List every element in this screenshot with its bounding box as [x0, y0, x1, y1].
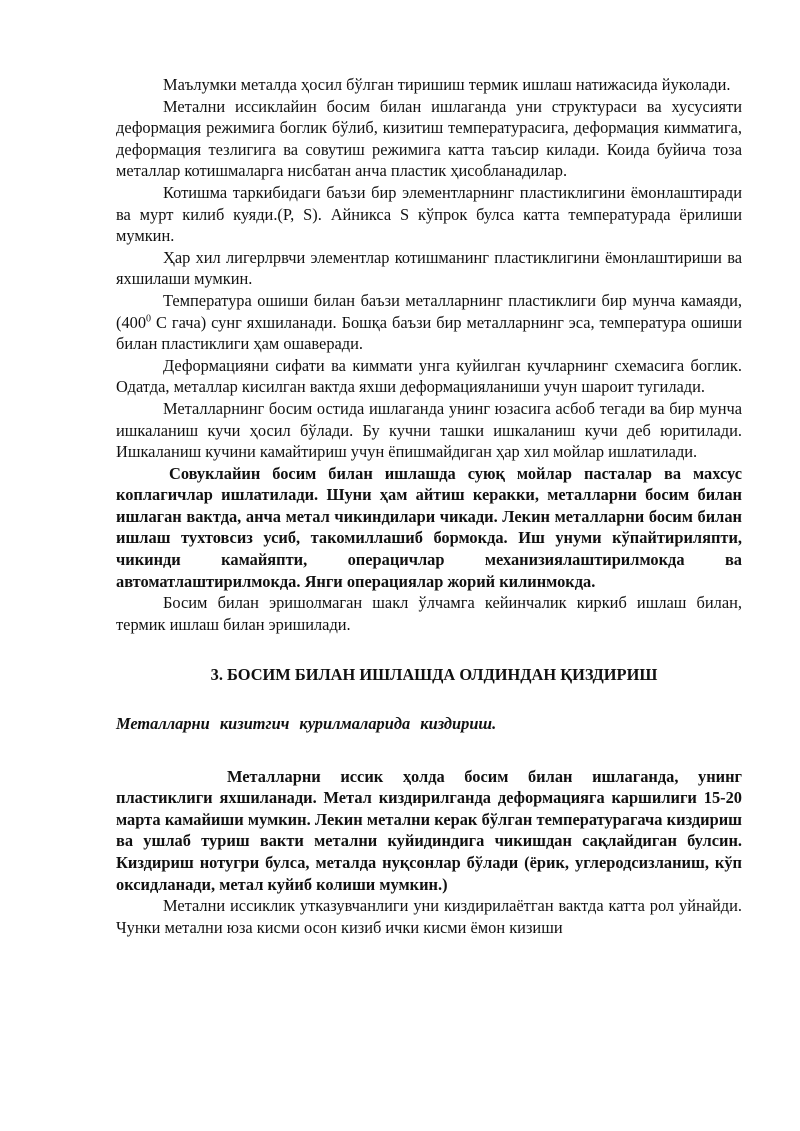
- paragraph-9: Босим билан эришолмаган шакл ўлчамга кейинчалик киркиб ишлаш билан, термик ишлаш билан эришилади.: [116, 593, 742, 634]
- paragraph-7: Металларнинг босим остида ишлаганда унинг юзасига асбоб тегади ва бир мунча ишкаланиш кучи ҳосил бўлади. Бу кучни ташки ишкаланиш кучи деб юритилади. Ишкаланиш кучини камайтириш учун ёпишмайдиган ҳар хил мойлар ишлатилади.: [116, 398, 742, 462]
- paragraph-4: Ҳар хил лигерлрвчи элементлар котишманинг пластиклигини ёмонлаштириши ва яхшилаши мумкин.: [116, 247, 742, 289]
- paragraph-8-bold: Совуклайин босим билан ишлашда суюқ мойлар пасталар ва махсус коплагичлар ишлатилади. Шуни ҳам айтиш керакки, металларни босим билан ишлаган вактда, анча метал чикиндилари чикади. Лекин металларни босим билан ишлаш тухтовсиз усиб, такомиллашиб бормокда. Иш унуми кўпайтириляпти, чикинди камайяпти, операцичлар механизиялаштирилмокда ва автоматлаштирилмокда. Янги операциялар жорий килинмокда.: [116, 463, 742, 591]
- paragraph-6: Деформацияни сифати ва киммати унга куйилган кучларнинг схемасига боглик. Одатда, металлар кисилган вактда яхши деформацияланиши учун шароит тугилади.: [116, 355, 742, 397]
- document-page: [116, 74, 742, 938]
- degree-superscript: 0: [146, 313, 152, 325]
- section-subheading: Металларни кизитгич курилмаларида киздириш.: [116, 714, 497, 734]
- paragraph-1: Маълумки металда ҳосил бўлган тиришиш термик ишлаш натижасида йуколади.: [163, 75, 731, 94]
- paragraph-5: [116, 290, 742, 355]
- paragraph-5-part-a: Температура ошиши билан баъзи металларнинг пластиклиги бир мунча камаяди, (400: [116, 290, 742, 332]
- paragraph-10-bold: Металларни иссик ҳолда босим билан ишлаганда, унинг пластиклиги яхшиланади. Метал киздирилганда деформацияга каршилиги 15-20 марта камайиши мумкин. Лекин метални керак бўлган температурагача киздириш ва ушлаб туриш вакти метални куйидиндига чикишдан сақлайдиган булсин. Киздириш нотугри булса, металда нуқсонлар бўлади (ёрик, углеродсизланиш, кўп оксидланади, метал куйиб колиши мумкин.): [116, 766, 742, 894]
- paragraph-2: Метални иссиклайин босим билан ишлаганда уни структураси ва хусусияти деформация режимига боглик бўлиб, кизитиш температурасига, деформация кимматига, деформация тезлигига ва совутиш режимига катта таъсир килади. Коида буйича тоза металлар котишмаларга нисбатан анча пластик ҳисобланадилар.: [116, 96, 742, 181]
- paragraph-11: Метални иссиклик утказувчанлиги уни киздирилаётган вактда катта рол уйнайди. Чунки метални юза кисми осон кизиб ички кисми ёмон кизиши: [116, 896, 742, 937]
- section-heading: 3. БОСИМ БИЛАН ИШЛАШДА ОЛДИНДАН ҚИЗДИРИШ: [210, 665, 658, 685]
- paragraph-5-part-b: С гача) сунг яхшиланади. Бошқа баъзи бир металларнинг эса, температура ошиши билан пластиклиги ҳам ошаверади.: [116, 312, 742, 354]
- paragraph-3: Котишма таркибидаги баъзи бир элементларнинг пластиклигини ёмонлаштиради ва мурт килиб куяди.(P, S). Айникса S кўпрок булса катта температурада ёрилиши мумкин.: [116, 182, 742, 246]
